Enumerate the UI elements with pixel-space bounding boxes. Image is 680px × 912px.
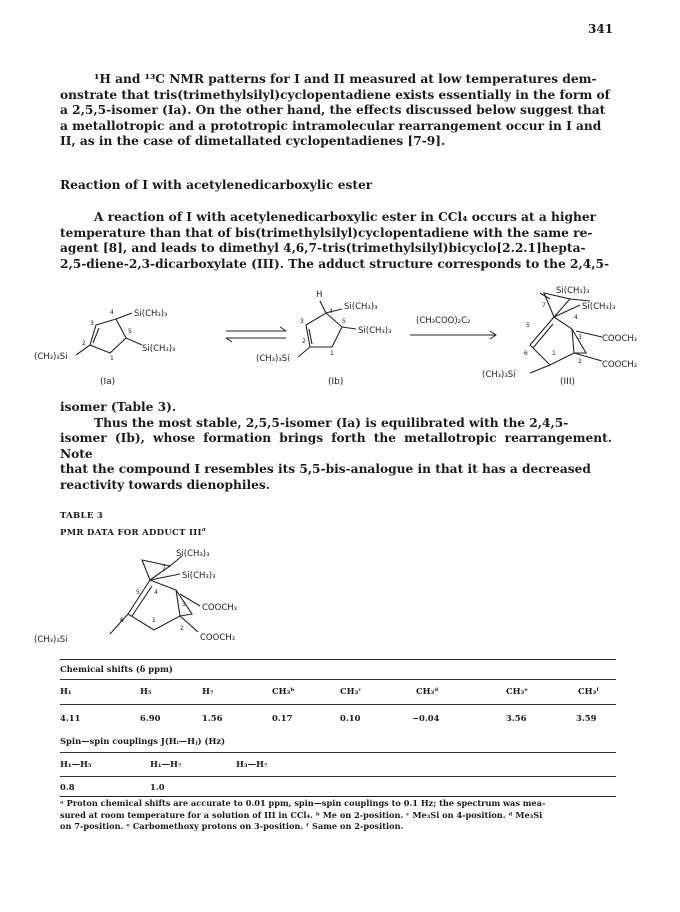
- text-line: temperature than that of bis(trimethylsilyl)cyclopentadiene with the same re-: [60, 225, 593, 240]
- text-line: isomer (Table 3).: [60, 400, 177, 414]
- reagent-label: (CH₃COO)₂C₂: [416, 316, 471, 326]
- table-rule: [60, 752, 616, 753]
- III-substituent: (CH₃)₃Si: [482, 370, 516, 380]
- atom-number: 2: [578, 358, 582, 365]
- atom-number: 7: [542, 302, 546, 309]
- text-line: agent [8], and leads to dimethyl 4,6,7-tris(trimethylsilyl)bicyclo[2.2.1]hepta-: [60, 241, 586, 256]
- Ia-substituent: (CH₃)₃Si: [34, 352, 68, 362]
- column-header: H₅: [140, 686, 152, 696]
- table-rule: [60, 679, 616, 680]
- table-cell: 1.0: [150, 782, 165, 792]
- atom-number: 3: [300, 318, 304, 325]
- compound-Ia-structure: [76, 313, 142, 355]
- atom-number: 6: [120, 617, 124, 624]
- text-line: onstrate that tris(trimethylsilyl)cyclopentadiene exists essentially in the form of: [60, 87, 610, 102]
- section-heading: Reaction of I with acetylenedicarboxylic ester: [60, 178, 373, 192]
- III-substituent: Si(CH₃)₃: [556, 286, 590, 296]
- atom-number: 3: [578, 334, 582, 341]
- intro-paragraph: [60, 72, 612, 150]
- text-line: isomer (Ib), whose formation brings forth the metallotropic rearrangement. Note: [60, 431, 612, 461]
- couplings-section-title: Spin—spin couplings J(Hᵢ—Hⱼ) (Hz): [60, 736, 226, 746]
- column-header: CH₃ᶠ: [578, 686, 600, 696]
- equilibrium-arrows: [226, 327, 286, 342]
- adduct-substituent: Si(CH₃)₃: [176, 549, 210, 559]
- atom-number: 5: [526, 322, 530, 329]
- Ia-substituent: Si(CH₃)₃: [134, 309, 168, 319]
- table-cell: 0.17: [272, 713, 293, 723]
- atom-number: 1: [552, 350, 556, 357]
- column-header: CH₃ᵈ: [416, 686, 439, 696]
- atom-number: 5: [342, 318, 346, 325]
- column-header: H₁: [60, 686, 72, 696]
- atom-number: 4: [574, 314, 578, 321]
- table-rule: [60, 704, 616, 705]
- Ib-hydrogen: H: [316, 290, 323, 300]
- adduct-substituent: COOCH₃: [202, 603, 238, 613]
- reaction-paragraph: [60, 210, 612, 272]
- column-header: H₁—H₇: [150, 759, 182, 769]
- footnote-line: on 7-position. ᵉ Carbomethoxy protons on 3-position. ᶠ Same on 2-position.: [60, 821, 404, 832]
- footnote-line: ᵃ Proton chemical shifts are accurate to 0.01 ppm, spin—spin couplings to 0.1 Hz; the spectrum was mea-: [60, 798, 546, 808]
- table-cell: −0.04: [412, 713, 440, 723]
- compound-label: (Ib): [328, 377, 344, 387]
- atom-number: 5: [128, 328, 132, 335]
- column-header: H₇: [202, 686, 214, 696]
- atom-number: 3: [90, 320, 94, 327]
- table-cell: 4.11: [60, 713, 81, 723]
- atom-number: 1: [110, 355, 114, 362]
- Ib-substituent: (CH₃)₃Si: [256, 354, 290, 364]
- text-line: a 2,5,5-isomer (Ia). On the other hand, the effects discussed below suggest that: [60, 103, 606, 118]
- text-line: reactivity towards dienophiles.: [60, 477, 271, 492]
- compound-label: (III): [560, 377, 575, 387]
- atom-number: 2: [302, 338, 306, 345]
- atom-number: 1: [152, 617, 156, 624]
- text-line: 2,5-diene-2,3-dicarboxylate (III). The adduct structure corresponds to the 2,4,5-: [60, 256, 610, 271]
- shifts-section-title: Chemical shifts (δ ppm): [60, 664, 173, 674]
- reaction-scheme: [30, 283, 660, 393]
- table-cell: 0.8: [60, 782, 75, 792]
- table-cell: 3.59: [576, 713, 597, 723]
- column-header: CH₃ᵉ: [506, 686, 528, 696]
- atom-number: 7: [162, 565, 166, 572]
- III-substituent: Si(CH₃)₃: [582, 302, 616, 312]
- atom-number: 4: [329, 308, 333, 315]
- text-line: A reaction of I with acetylenedicarboxylic ester in CCl₄ occurs at a higher: [94, 210, 597, 224]
- table-rule: [60, 659, 616, 660]
- III-substituent: COOCH₃: [602, 334, 638, 344]
- table-rule: [60, 776, 616, 777]
- atom-number: 2: [82, 340, 86, 347]
- atom-number: 4: [110, 309, 114, 316]
- atom-number: 1: [330, 350, 334, 357]
- Ib-substituent: Si(CH₃)₃: [358, 326, 392, 336]
- column-header: CH₃ᵇ: [272, 686, 295, 696]
- III-substituent: COOCH₃: [602, 360, 638, 370]
- table-cell: 6.90: [140, 713, 161, 723]
- text-line: a metallotropic and a prototropic intramolecular rearrangement occur in I and: [60, 118, 602, 133]
- atom-number: 3: [182, 601, 186, 608]
- table-cell: 0.10: [340, 713, 361, 723]
- text-line: that the compound I resembles its 5,5-bis-analogue in that it has a decreased: [60, 462, 591, 477]
- table-cell: 3.56: [506, 713, 527, 723]
- table-label: TABLE 3: [60, 511, 104, 521]
- page-number: 341: [588, 22, 614, 36]
- compound-label: (Ia): [100, 377, 116, 387]
- text-line: Thus the most stable, 2,5,5-isomer (Ia) is equilibrated with the 2,4,5-: [94, 415, 569, 430]
- column-header: CH₃ᶜ: [340, 686, 362, 696]
- reaction-arrow: [410, 331, 496, 339]
- atom-number: 6: [524, 350, 528, 357]
- column-header: H₃—H₇: [236, 759, 268, 769]
- Ib-substituent: Si(CH₃)₃: [344, 302, 378, 312]
- text-line: II, as in the case of dimetallated cyclopentadienes [7-9].: [60, 134, 446, 149]
- text-line: ¹H and ¹³C NMR patterns for I and II measured at low temperatures dem-: [94, 72, 597, 86]
- adduct-substituent: Si(CH₃)₃: [182, 571, 216, 581]
- table-title-text: PMR DATA FOR ADDUCT III: [60, 528, 202, 538]
- atom-number: 5: [136, 589, 140, 596]
- adduct-structure: [30, 544, 330, 652]
- adduct-substituent: COOCH₃: [200, 633, 236, 643]
- table-footnote: [60, 798, 616, 833]
- column-header: H₁—H₅: [60, 759, 92, 769]
- Ia-substituent: Si(CH₃)₃: [142, 344, 176, 354]
- adduct-substituent: (CH₃)₃Si: [34, 635, 68, 645]
- table-title: [60, 528, 206, 538]
- table-rule: [60, 796, 616, 797]
- atom-number: 4: [154, 589, 158, 596]
- equilibrium-paragraph: [60, 400, 612, 494]
- table-title-footnote-mark: a: [201, 526, 206, 534]
- footnote-line: sured at room temperature for a solution of III in CCl₄. ᵇ Me on 2-position. ᶜ Me₃Si on 4-position. ᵈ Me₃Si: [60, 809, 543, 820]
- table-cell: 1.56: [202, 713, 223, 723]
- atom-number: 2: [180, 625, 184, 632]
